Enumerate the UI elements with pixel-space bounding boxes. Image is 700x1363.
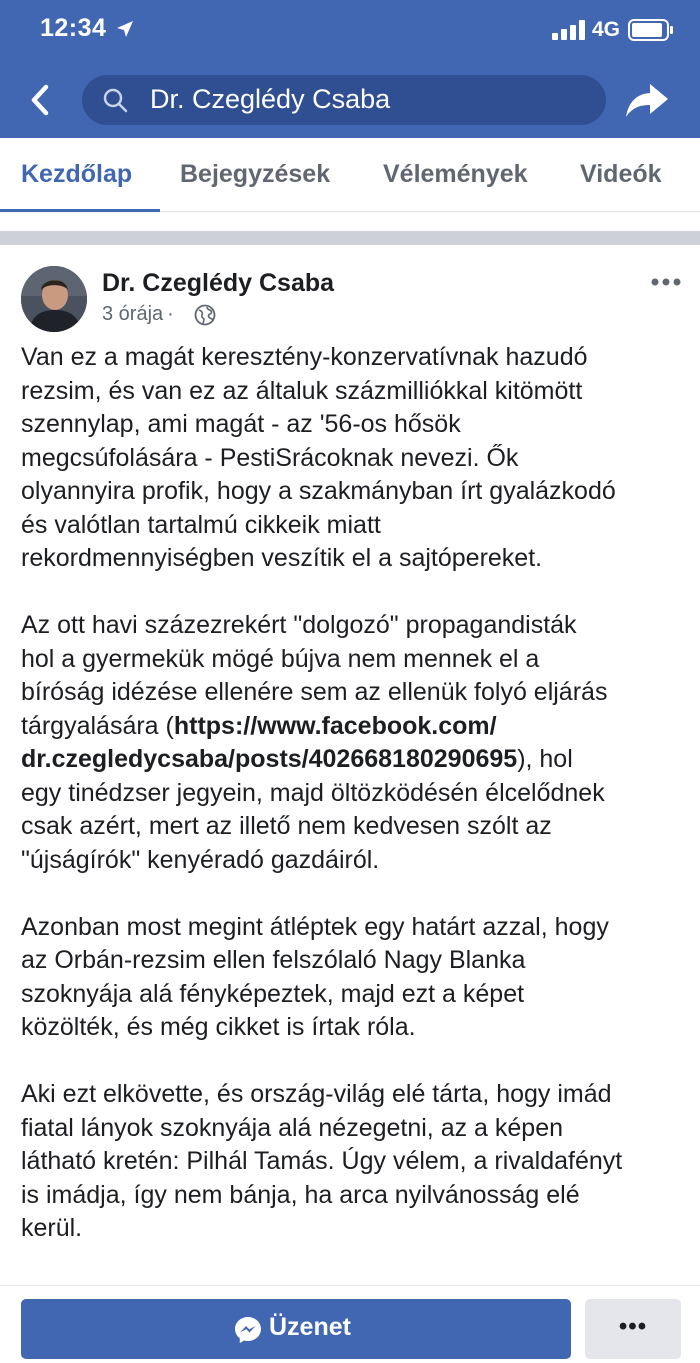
text-line: is imádja, így nem bánja, ha arca nyilvánosság elé bbox=[21, 1180, 580, 1209]
more-button-label: ••• bbox=[618, 1313, 648, 1340]
post-paragraph-2 bbox=[21, 609, 685, 877]
text-line bbox=[21, 710, 685, 744]
signal-strength-icon bbox=[552, 20, 586, 40]
post-link[interactable]: https://www.facebook.com/ bbox=[173, 711, 497, 740]
text-line: szennylap, ami magát - az '56-os hősök bbox=[21, 410, 461, 438]
text-fragment: ), hol bbox=[517, 745, 573, 773]
messenger-icon bbox=[233, 1315, 263, 1345]
location-arrow-icon bbox=[116, 20, 134, 38]
text-line: rekordmennyiségben veszítik el a sajtópereket. bbox=[21, 544, 543, 572]
text-line: egy tinédzser jegyein, majd öltözködésén élcelődnek bbox=[21, 778, 605, 807]
section-divider bbox=[0, 231, 700, 245]
text-line: és valótlan tartalmú cikkeik miatt bbox=[21, 510, 381, 539]
tab-posts[interactable]: Bejegyzések bbox=[180, 160, 331, 188]
post-paragraph-4 bbox=[21, 1078, 685, 1246]
text-line: bíróság idézése ellenére sem az ellenük folyó eljárás bbox=[21, 678, 608, 706]
search-icon bbox=[102, 87, 128, 113]
text-line: Az ott havi százezrekért "dolgozó" propagandisták bbox=[21, 611, 577, 639]
text-line: csak azért, mert az illető nem kedvesen szólt az bbox=[21, 812, 552, 840]
battery-icon bbox=[628, 19, 674, 41]
post-link[interactable]: dr.czegledycsaba/posts/402668180290695 bbox=[21, 745, 518, 773]
text-line: rezsim, és van ez az általuk százmilliókkal kitömött bbox=[21, 376, 583, 405]
text-line: megcsúfolására - PestiSrácoknak nevezi. Ők bbox=[21, 443, 519, 472]
text-line: Van ez a magát keresztény-konzervatívnak hazudó bbox=[21, 343, 588, 371]
text-line: Azonban most megint átléptek egy határt azzal, hogy bbox=[21, 912, 609, 941]
text-line: az Orbán-rezsim ellen felszólaló Nagy Blanka bbox=[21, 946, 526, 974]
post-paragraph-1 bbox=[21, 341, 685, 576]
post-card bbox=[0, 245, 700, 1285]
post-meta bbox=[102, 303, 178, 326]
nav-row bbox=[0, 62, 700, 138]
text-line: kerül. bbox=[21, 1214, 83, 1242]
page-tabs bbox=[0, 138, 700, 212]
text-line: szoknyája alá fényképeztek, majd ezt a képet bbox=[21, 979, 525, 1008]
text-line: hol a gyermekük mögé bújva nem mennek el a bbox=[21, 644, 540, 673]
tab-videos[interactable]: Videók bbox=[580, 160, 662, 188]
app-header bbox=[0, 0, 700, 138]
text-line: látható kretén: Pilhál Tamás. Úgy vélem, a rivaldafényt bbox=[21, 1147, 623, 1175]
network-type: 4G bbox=[592, 18, 621, 41]
text-line: Aki ezt elkövette, és ország-világ elé tárta, hogy imád bbox=[21, 1080, 612, 1108]
avatar-photo bbox=[21, 266, 87, 332]
status-time: 12:34 bbox=[40, 14, 107, 42]
message-button[interactable] bbox=[21, 1299, 571, 1359]
back-chevron-icon[interactable] bbox=[24, 80, 58, 120]
globe-icon bbox=[194, 304, 216, 326]
text-line bbox=[21, 743, 685, 777]
post-time[interactable]: 3 órája bbox=[102, 303, 164, 325]
search-query: Dr. Czeglédy Csaba bbox=[150, 84, 391, 114]
text-line: közölték, és még cikket is írtak róla. bbox=[21, 1013, 416, 1041]
active-tab-indicator bbox=[0, 209, 160, 212]
bottom-action-bar bbox=[0, 1285, 700, 1363]
meta-separator: · bbox=[167, 303, 174, 325]
search-input[interactable] bbox=[82, 75, 606, 125]
message-button-label: Üzenet bbox=[269, 1313, 351, 1341]
share-arrow-icon[interactable] bbox=[624, 80, 670, 120]
status-bar bbox=[0, 0, 700, 62]
post-paragraph-3 bbox=[21, 911, 685, 1045]
post-text bbox=[21, 341, 685, 1279]
tab-reviews[interactable]: Vélemények bbox=[383, 160, 528, 188]
more-options-icon[interactable] bbox=[650, 275, 682, 289]
text-line: "újságírók" kenyéradó gazdáiról. bbox=[21, 845, 380, 874]
text-line: fiatal lányok szoknyája alá nézegetni, az a képen bbox=[21, 1113, 564, 1142]
text-fragment: tárgyalására ( bbox=[21, 711, 174, 740]
text-line: olyannyira profik, hogy a szakmányban írt gyalázkodó bbox=[21, 477, 616, 505]
more-button[interactable] bbox=[585, 1299, 681, 1359]
post-author[interactable]: Dr. Czeglédy Csaba bbox=[102, 269, 335, 297]
avatar[interactable] bbox=[21, 266, 87, 332]
tab-home[interactable]: Kezdőlap bbox=[21, 160, 133, 188]
